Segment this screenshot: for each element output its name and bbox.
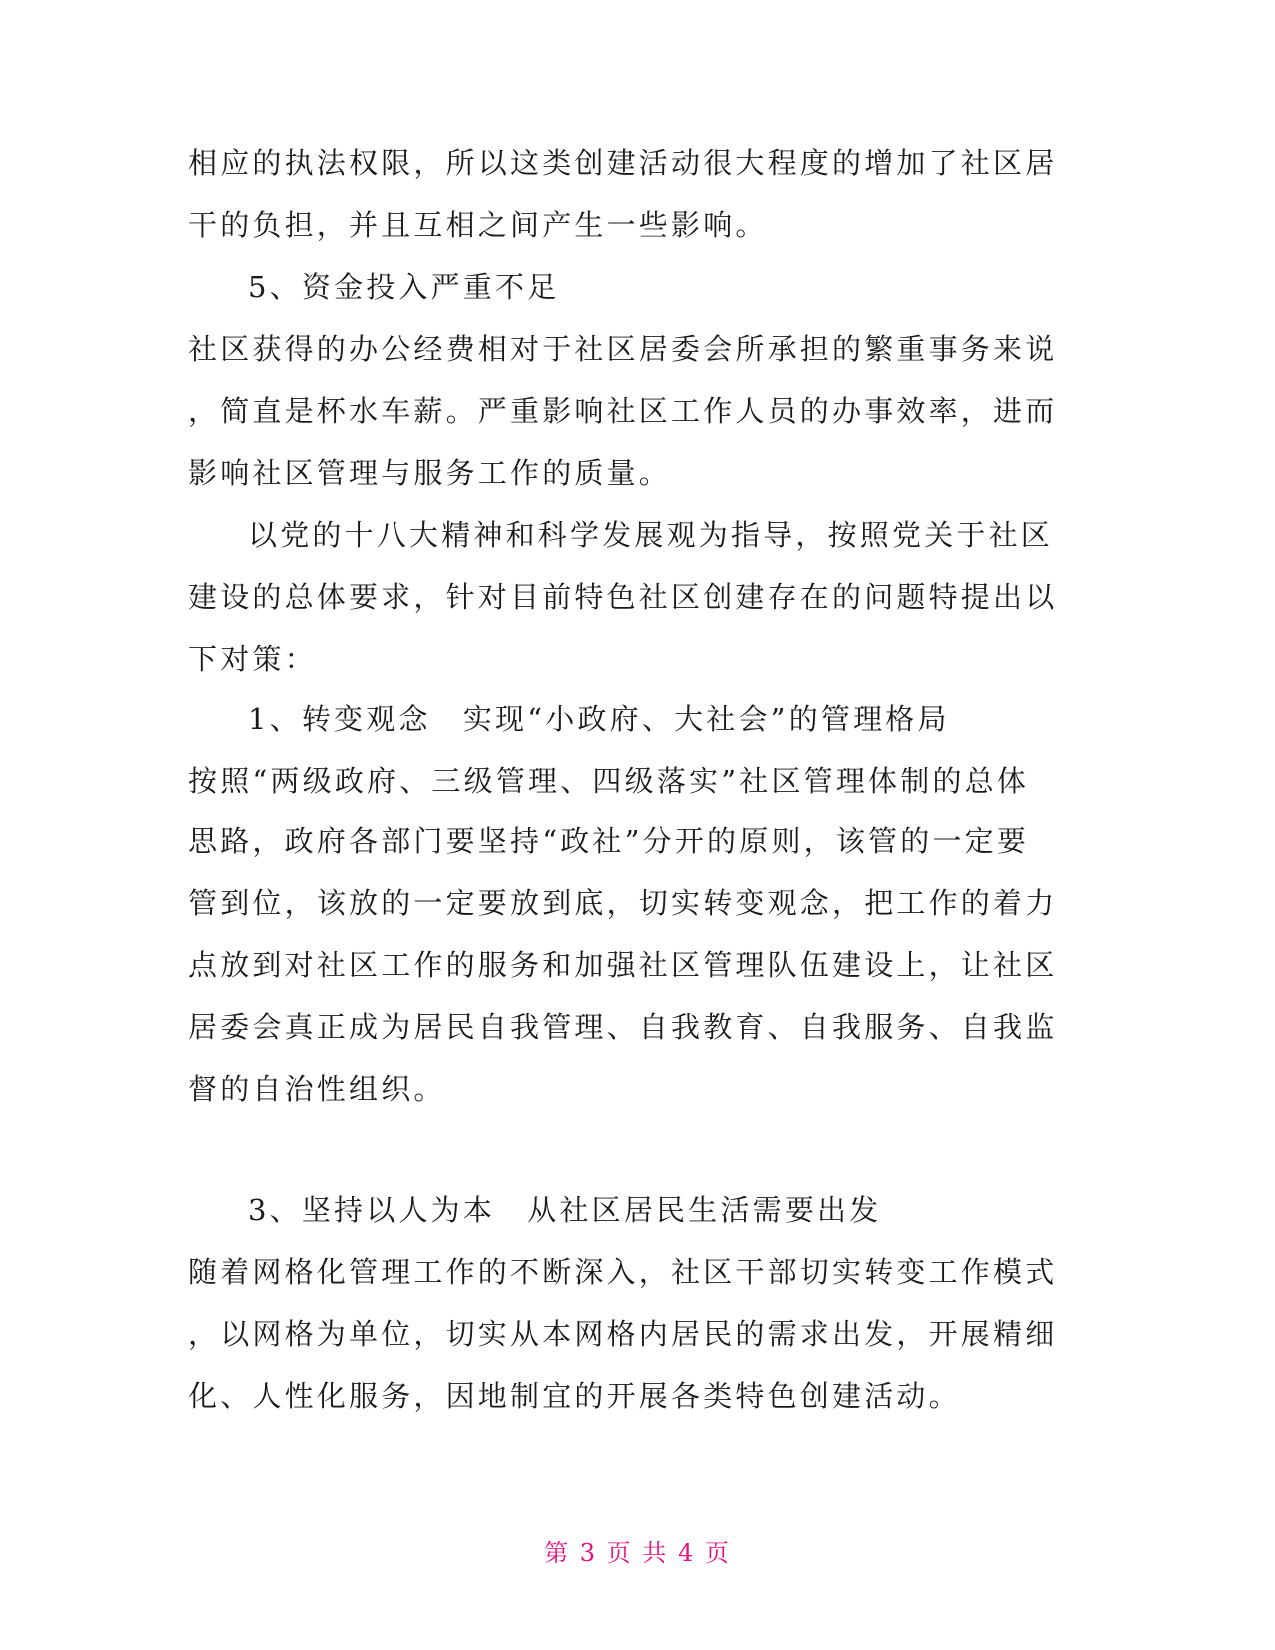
section-heading: 3、坚持以人为本 从社区居民生活需要出发 [248,1193,882,1227]
body-line: 社区获得的办公经费相对于社区居委会所承担的繁重事务来说 [188,332,1058,366]
body-line: ，简直是杯水车薪。严重影响社区工作人员的办事效率，进而 [188,394,1058,428]
body-line: 点放到对社区工作的服务和加强社区管理队伍建设上，让社区 [188,948,1058,982]
body-line: 督的自治性组织。 [188,1072,446,1106]
body-line: 管到位，该放的一定要放到底，切实转变观念，把工作的着力 [188,886,1058,920]
body-line: 影响社区管理与服务工作的质量。 [188,456,672,490]
section-heading: 1、转变观念 实现“小政府、大社会”的管理格局 [248,702,950,736]
body-line: 化、人性化服务，因地制宜的开展各类特色创建活动。 [188,1379,961,1413]
section-heading: 5、资金投入严重不足 [248,270,560,304]
body-line: 随着网格化管理工作的不断深入，社区干部切实转变工作模式 [188,1255,1058,1289]
body-line: 居委会真正成为居民自我管理、自我教育、自我服务、自我监 [188,1010,1058,1044]
body-line: 干的负担，并且互相之间产生一些影响。 [188,208,768,242]
body-line: 以党的十八大精神和科学发展观为指导，按照党关于社区 [248,518,1054,552]
body-line: 建设的总体要求，针对目前特色社区创建存在的问题特提出以 [188,580,1058,614]
body-line: ，以网格为单位，切实从本网格内居民的需求出发，开展精细 [188,1317,1058,1351]
body-line: 思路，政府各部门要坚持“政社”分开的原则，该管的一定要 [188,824,1030,858]
body-line: 相应的执法权限，所以这类创建活动很大程度的增加了社区居 [188,146,1058,180]
body-line: 下对策： [188,642,317,676]
page-number-footer: 第 3 页 共 4 页 [544,1539,731,1567]
body-line: 按照“两级政府、三级管理、四级落实”社区管理体制的总体 [188,764,1030,798]
